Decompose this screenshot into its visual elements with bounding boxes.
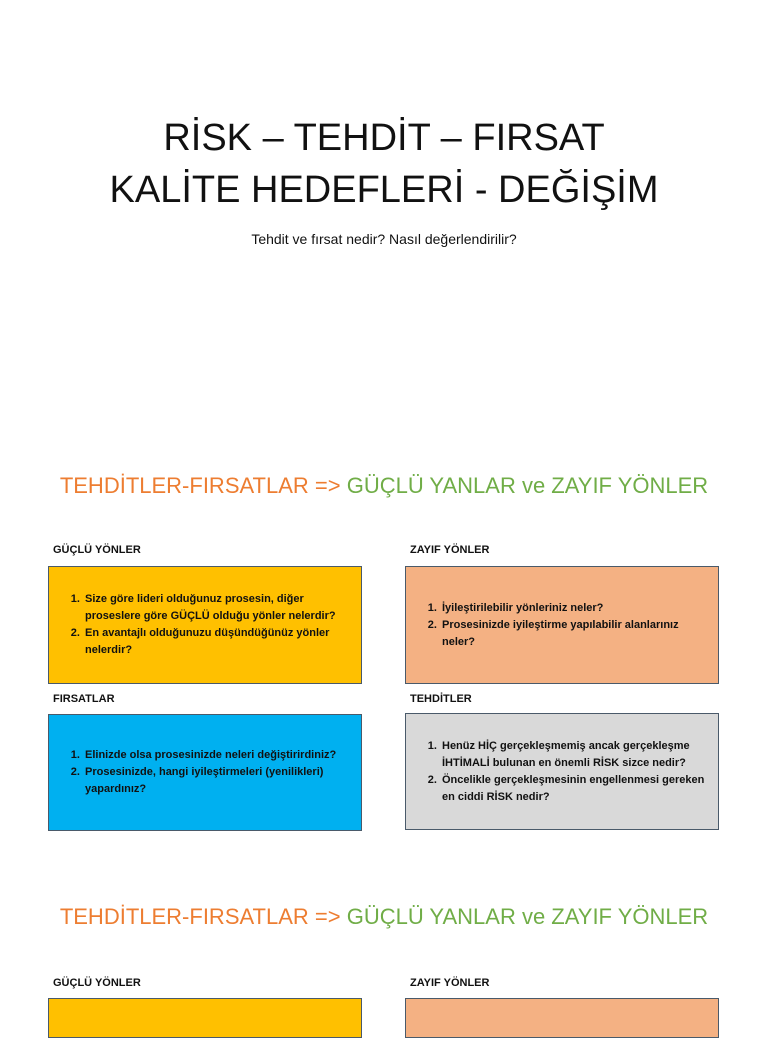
weaknesses-label-2: ZAYIF YÖNLER — [410, 977, 490, 989]
strengths-label: GÜÇLÜ YÖNLER — [53, 544, 141, 556]
section-1-title-part-1: TEHDİTLER-FIRSATLAR => — [59, 473, 341, 498]
strengths-item-2: 2. En avantajlı olduğunuzu düşündüğünüz yönler nelerdir? — [83, 625, 351, 659]
section-1-title-part-2: GÜÇLÜ YANLAR ve ZAYIF YÖNLER — [346, 473, 709, 498]
opportunities-item-2: 2. Prosesinizde, hangi iyileştirmeleri (yenilikleri) yapardınız? — [83, 764, 351, 798]
threats-item-1: 1. Henüz HİÇ gerçekleşmemiş ancak gerçekleşme İHTİMALİ bulunan en önemli RİSK sizce nedir? — [440, 738, 708, 772]
weaknesses-list — [418, 600, 708, 651]
weaknesses-box — [405, 566, 719, 684]
section-1-title — [0, 472, 768, 500]
threats-list — [418, 738, 708, 806]
section-2-title-part-2: GÜÇLÜ YANLAR ve ZAYIF YÖNLER — [346, 904, 709, 929]
strengths-label-2: GÜÇLÜ YÖNLER — [53, 977, 141, 989]
weaknesses-item-1: 1. İyileştirilebilir yönleriniz neler? — [440, 600, 708, 617]
weaknesses-box-2 — [405, 998, 719, 1038]
opportunities-list — [61, 747, 351, 798]
section-2-title-part-1: TEHDİTLER-FIRSATLAR => — [59, 904, 341, 929]
section-2-title — [0, 903, 768, 931]
strengths-item-1: 1. Size göre lideri olduğunuz prosesin, diğer proseslere göre GÜÇLÜ olduğu yönler nelerdir? — [83, 591, 351, 625]
opportunities-box — [48, 714, 362, 831]
threats-box — [405, 713, 719, 830]
strengths-box-2 — [48, 998, 362, 1038]
weaknesses-label: ZAYIF YÖNLER — [410, 544, 490, 556]
page-title-line-2: KALİTE HEDEFLERİ - DEĞİŞİM — [109, 169, 659, 211]
threats-item-2: 2. Öncelikle gerçekleşmesinin engellenmesi gereken en ciddi RİSK nedir? — [440, 772, 708, 806]
strengths-box — [48, 566, 362, 684]
threats-label: TEHDİTLER — [410, 693, 472, 705]
strengths-list — [61, 591, 351, 659]
weaknesses-item-2: 2. Prosesinizde iyileştirme yapılabilir alanlarınız neler? — [440, 617, 708, 651]
page-title-line-1: RİSK – TEHDİT – FIRSAT — [163, 117, 605, 159]
opportunities-label: FIRSATLAR — [53, 693, 115, 705]
opportunities-item-1: 1. Elinizde olsa prosesinizde neleri değiştirirdiniz? — [83, 747, 351, 764]
page-subtitle: Tehdit ve fırsat nedir? Nasıl değerlendirilir? — [251, 231, 517, 247]
